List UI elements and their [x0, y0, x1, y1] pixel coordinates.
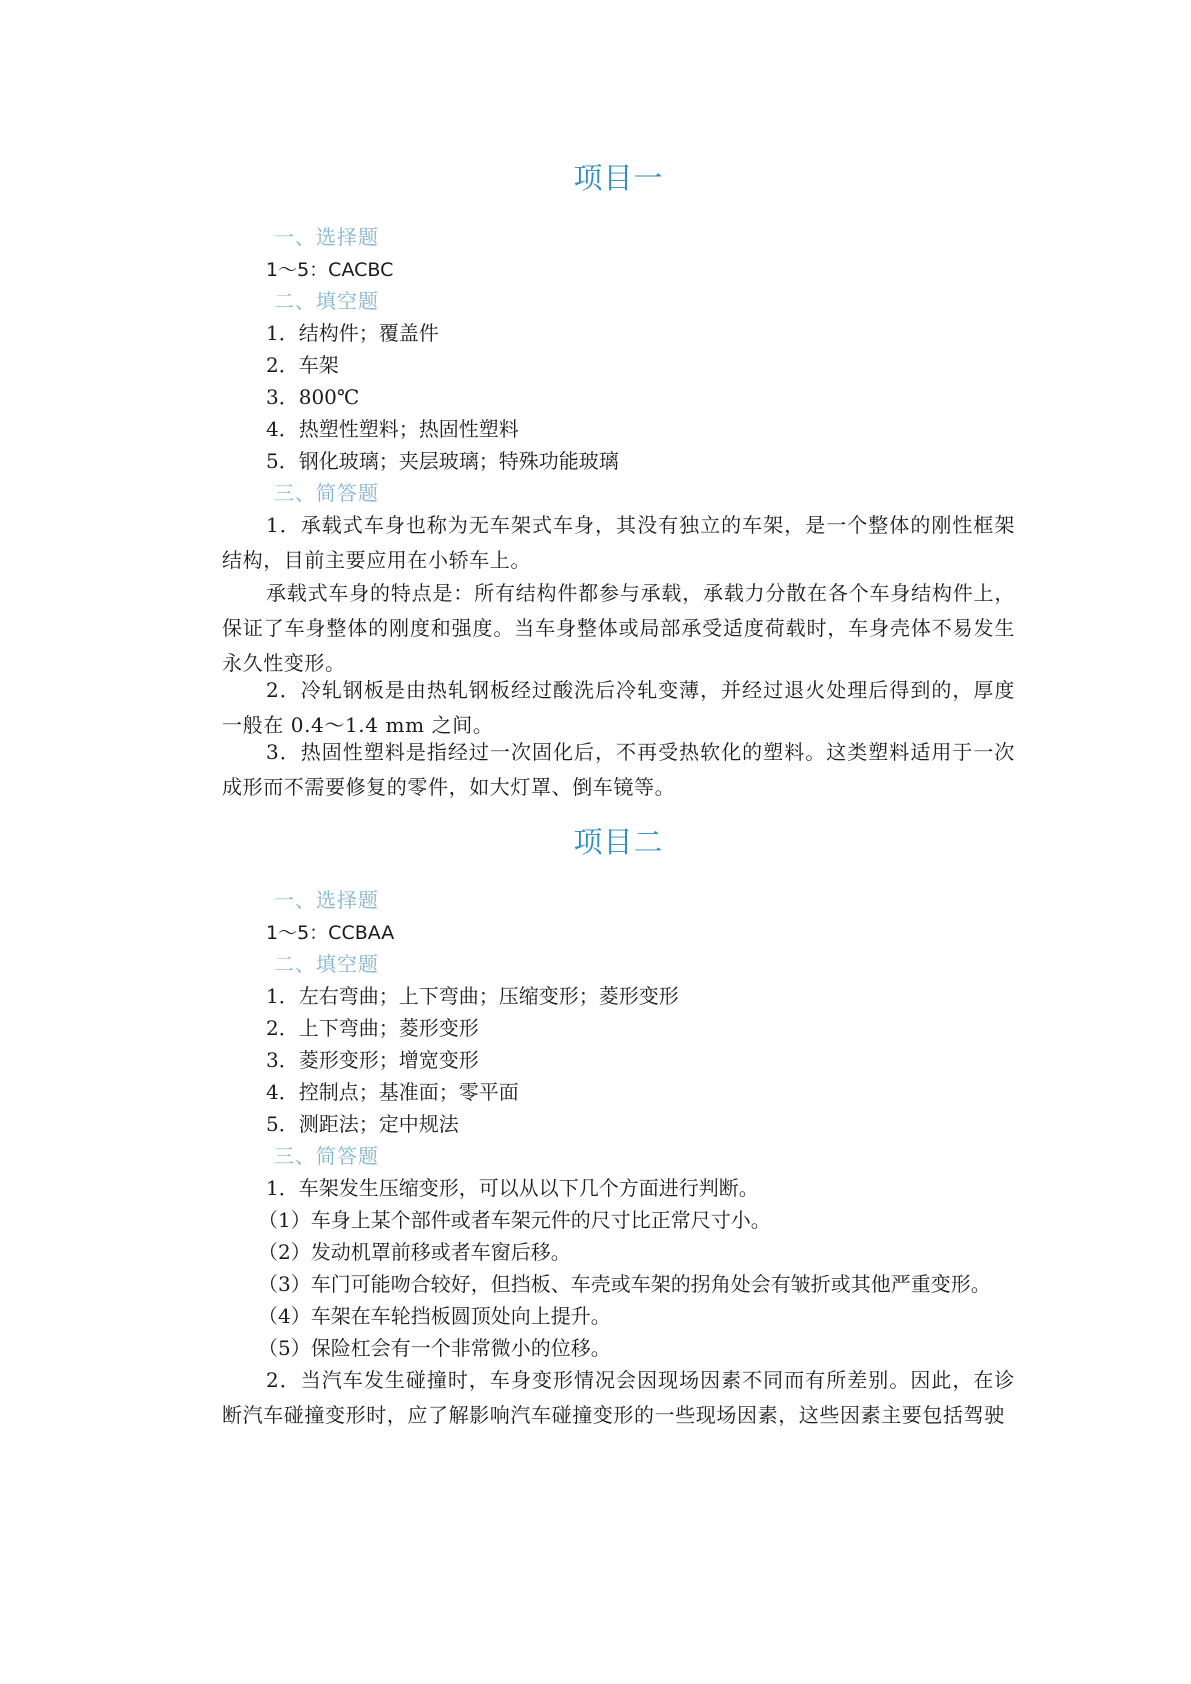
project1-short-paragraph: 2．冷轧钢板是由热轧钢板经过酸洗后冷轧变薄，并经过退火处理后得到的，厚度一般在 0.4～1.4 mm 之间。 — [222, 678, 1015, 737]
project2-fill-item: 2．上下弯曲；菱形变形 — [266, 1016, 479, 1040]
project2-short-line: （4）车架在车轮挡板圆顶处向上提升。 — [258, 1304, 611, 1328]
project2-short-line: 1．车架发生压缩变形，可以从以下几个方面进行判断。 — [266, 1176, 759, 1200]
project1-short-paragraph: 3．热固性塑料是指经过一次固化后，不再受热软化的塑料。这类塑料适用于一次成形而不需要修复的零件，如大灯罩、倒车镜等。 — [222, 740, 1015, 799]
project1-short-heading: 三、简答题 — [274, 481, 379, 505]
project1-fill-item: 5．钢化玻璃；夹层玻璃；特殊功能玻璃 — [266, 449, 619, 473]
project2-fill-item: 4．控制点；基准面；零平面 — [266, 1080, 519, 1104]
project2-short-line: （1）车身上某个部件或者车架元件的尺寸比正常尺寸小。 — [258, 1208, 771, 1232]
project2-choice-answer: 1～5：CCBAA — [266, 922, 395, 944]
project1-choice-heading: 一、选择题 — [274, 225, 379, 249]
project1-short-paragraph: 承载式车身的特点是：所有结构件都参与承载，承载力分散在各个车身结构件上，保证了车身整体的刚度和强度。当车身整体或局部承受适度荷载时，车身壳体不易发生永久性变形。 — [222, 581, 1015, 675]
project2-short-line: （5）保险杠会有一个非常微小的位移。 — [258, 1336, 611, 1360]
project2-short-heading: 三、简答题 — [274, 1144, 379, 1168]
project2-short-paragraph: 2．当汽车发生碰撞时，车身变形情况会因现场因素不同而有所差别。因此，在诊断汽车碰撞变形时，应了解影响汽车碰撞变形的一些现场因素，这些因素主要包括驾驶 — [222, 1368, 1015, 1427]
project2-title: 项目二 — [573, 825, 664, 859]
project1-title: 项目一 — [573, 161, 664, 195]
project2-short-line: （3）车门可能吻合较好，但挡板、车壳或车架的拐角处会有皱折或其他严重变形。 — [258, 1272, 991, 1296]
project1-short-paragraph: 1．承载式车身也称为无车架式车身，其没有独立的车架，是一个整体的刚性框架结构，目前主要应用在小轿车上。 — [222, 513, 1015, 572]
project2-choice-heading: 一、选择题 — [274, 888, 379, 912]
project2-fill-item: 1．左右弯曲；上下弯曲；压缩变形；菱形变形 — [266, 984, 679, 1008]
project1-fill-item: 1．结构件；覆盖件 — [266, 321, 439, 345]
project2-short-line: （2）发动机罩前移或者车窗后移。 — [258, 1240, 571, 1264]
project1-fill-item: 3．800℃ — [266, 385, 360, 409]
project1-fill-item: 4．热塑性塑料；热固性塑料 — [266, 417, 519, 441]
project2-fill-item: 5．测距法；定中规法 — [266, 1112, 459, 1136]
project2-fill-item: 3．菱形变形；增宽变形 — [266, 1048, 479, 1072]
project1-choice-answer: 1～5：CACBC — [266, 259, 394, 281]
project2-fill-heading: 二、填空题 — [274, 952, 379, 976]
project1-fill-item: 2．车架 — [266, 353, 339, 377]
project1-fill-heading: 二、填空题 — [274, 289, 379, 313]
